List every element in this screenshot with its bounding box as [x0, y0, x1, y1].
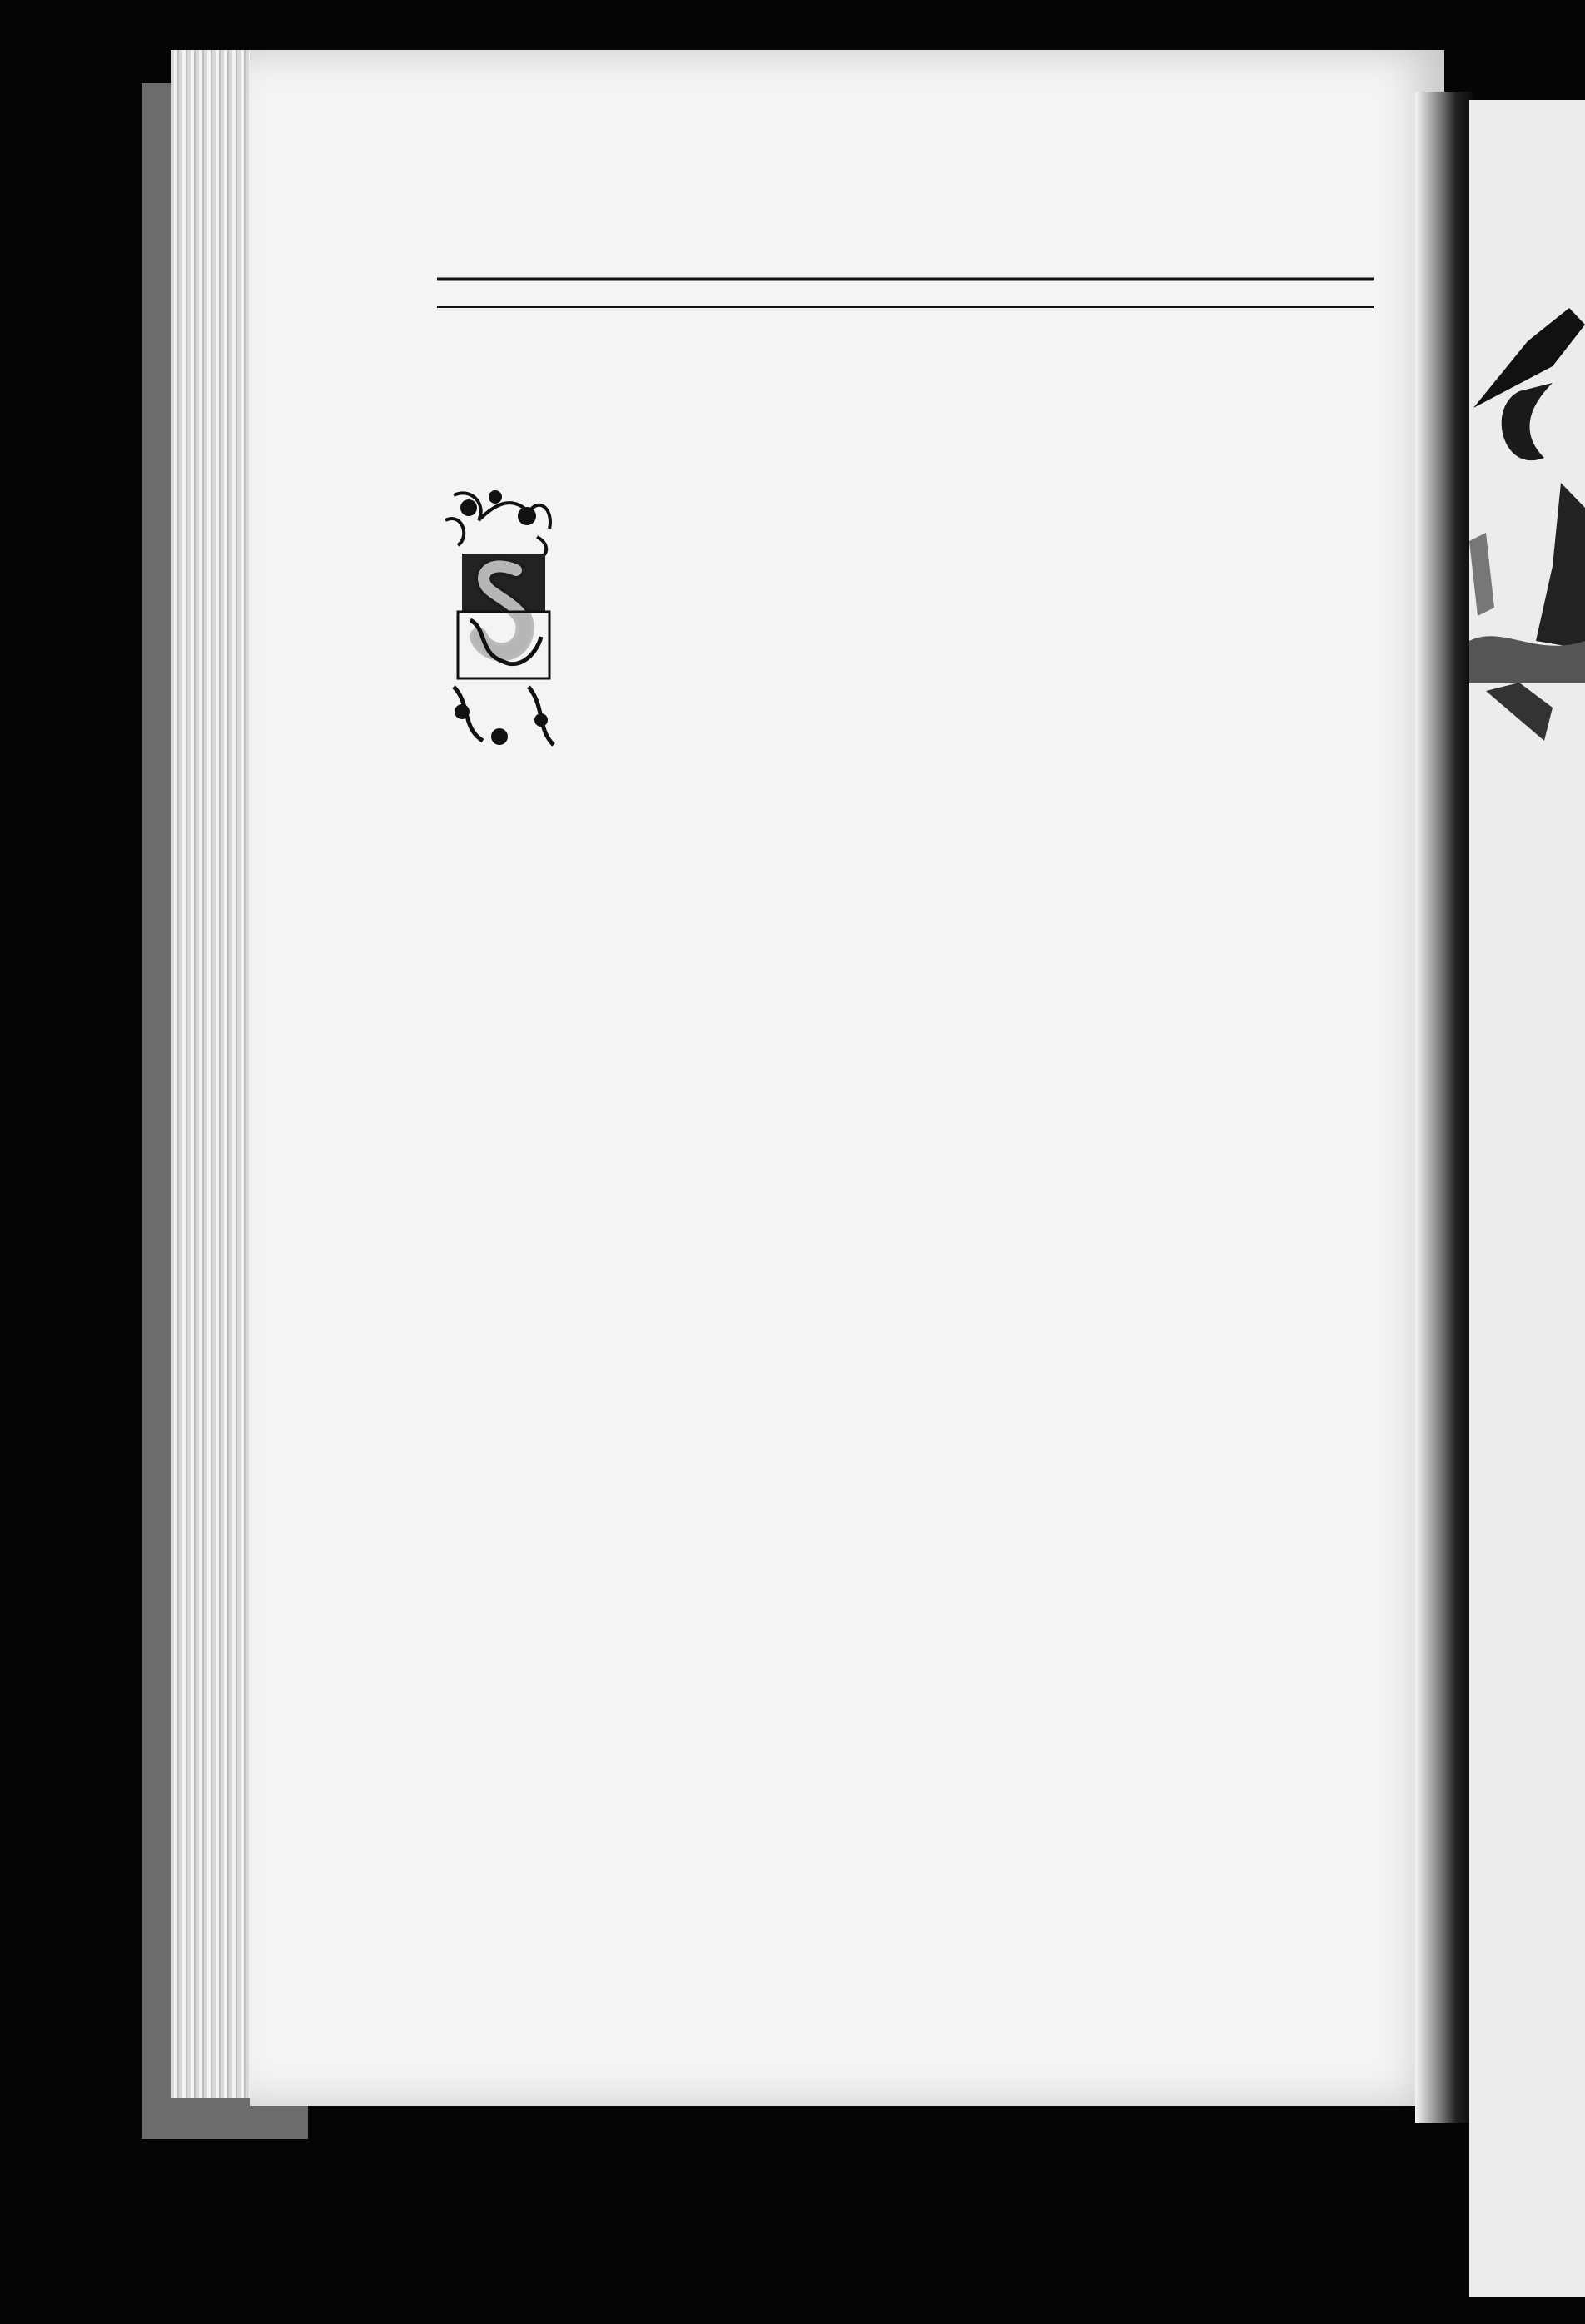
next-page-illustration	[1469, 291, 1585, 791]
decorative-initial-s	[437, 487, 562, 753]
page-edges	[171, 50, 250, 2098]
left-page	[250, 50, 1444, 2106]
article-body	[420, 489, 1369, 768]
right-page-edge	[1469, 100, 1585, 2297]
book-gutter	[1415, 92, 1473, 2123]
header-ornament	[437, 215, 1374, 323]
